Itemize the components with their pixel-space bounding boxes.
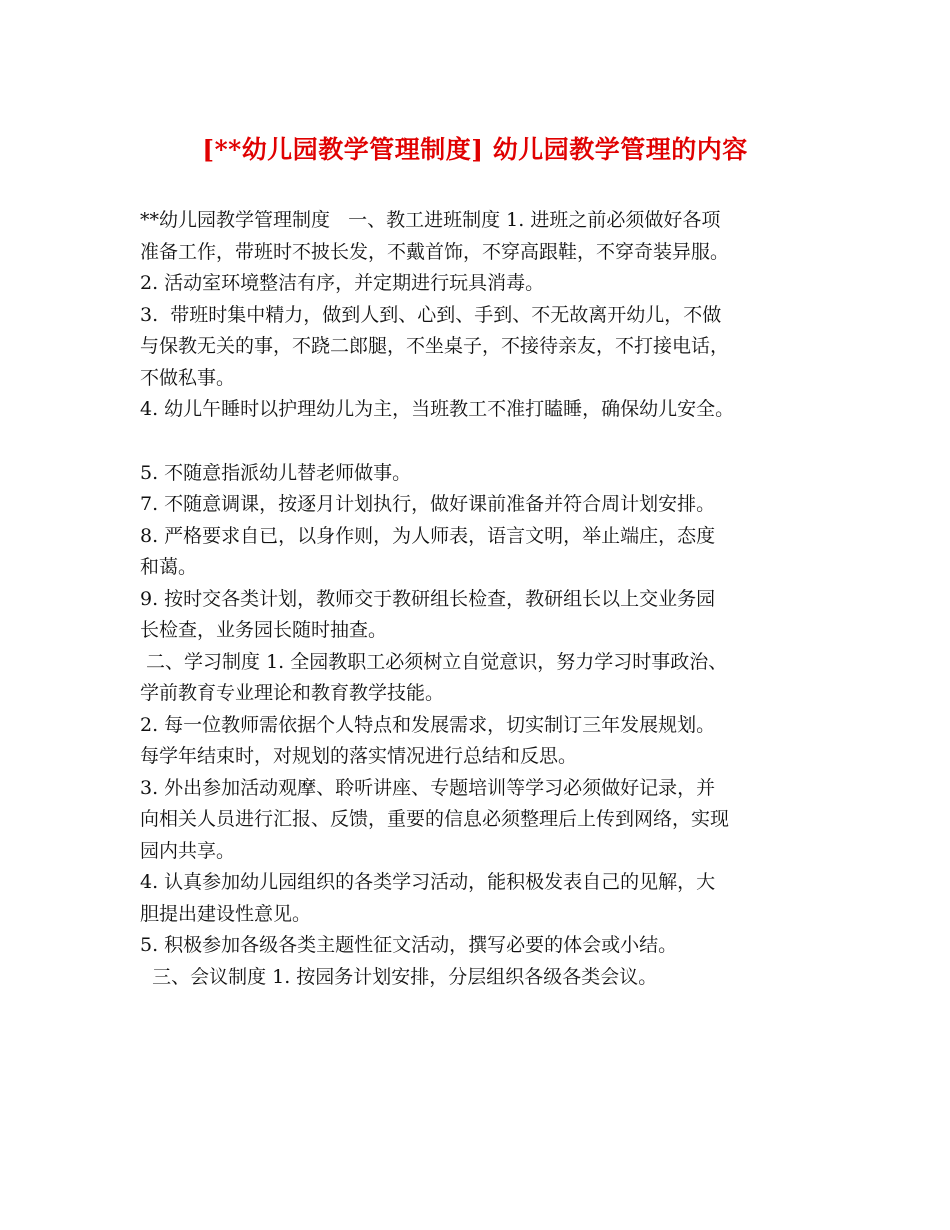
body-line-9: 5. 不随意指派幼儿替老师做事。	[140, 461, 412, 484]
body-line-24: 5. 积极参加各级各类主题性征文活动，撰写必要的体会或小结。	[140, 934, 678, 956]
body-line-2: 准备工作，带班时不披长发，不戴首饰，不穿高跟鞋，不穿奇装异服。	[140, 240, 730, 263]
body-line-13: 9. 按时交各类计划，教师交于教研组长检查，教研组长以上交业务园	[140, 587, 716, 610]
body-line-12: 和蔼。	[140, 556, 198, 578]
document-title: [**幼儿园教学管理制度] 幼儿园教学管理的内容	[202, 135, 748, 164]
body-line-20: 向相关人员进行汇报、反馈，重要的信息必须整理后上传到网络，实现	[140, 808, 730, 830]
body-line-21: 园内共享。	[140, 839, 236, 862]
body-line-5: 与保教无关的事，不跷二郎腿，不坐桌子，不接待亲友，不打接电话，	[140, 335, 730, 357]
body-line-18: 每学年结束时，对规划的落实情况进行总结和反思。	[140, 745, 578, 767]
body-line-14: 长检查，业务园长随时抽查。	[140, 619, 388, 641]
body-line-19: 3. 外出参加活动观摩、聆听讲座、专题培训等学习必须做好记录，并	[140, 776, 716, 799]
body-line-3: 2. 活动室环境整洁有序，并定期进行玩具消毒。	[140, 272, 545, 294]
body-line-7: 4. 幼儿午睡时以护理幼儿为主，当班教工不准打瞌睡，确保幼儿安全。	[140, 398, 735, 420]
body-line-22: 4. 认真参加幼儿园组织的各类学习活动，能积极发表自己的见解，大	[140, 871, 716, 893]
body-line-4: 3. 带班时集中精力，做到人到、心到、手到、不无故离开幼儿，不做	[140, 303, 722, 326]
body-line-11: 8. 严格要求自已，以身作则，为人师表，语言文明，举止端庄，态度	[140, 524, 716, 547]
body-line-17: 2. 每一位教师需依据个人特点和发展需求，切实制订三年发展规划。	[140, 713, 716, 736]
body-line-25: 三、会议制度 1. 按园务计划安排，分层组织各级各类会议。	[140, 965, 658, 988]
body-line-23: 胆提出建设性意见。	[140, 902, 312, 925]
paragraph-gap	[140, 426, 830, 458]
body-line-15: 二、学习制度 1. 全园教职工必须树立自觉意识，努力学习时事政治、	[140, 650, 728, 673]
body-line-16: 学前教育专业理论和教育教学技能。	[140, 682, 445, 704]
body-line-10: 7. 不随意调课，按逐月计划执行，做好课前准备并符合周计划安排。	[140, 493, 716, 515]
body-line-1: **幼儿园教学管理制度 一、教工进班制度 1. 进班之前必须做好各项	[140, 209, 721, 231]
body-line-6: 不做私事。	[140, 366, 236, 389]
document-body	[140, 205, 830, 993]
